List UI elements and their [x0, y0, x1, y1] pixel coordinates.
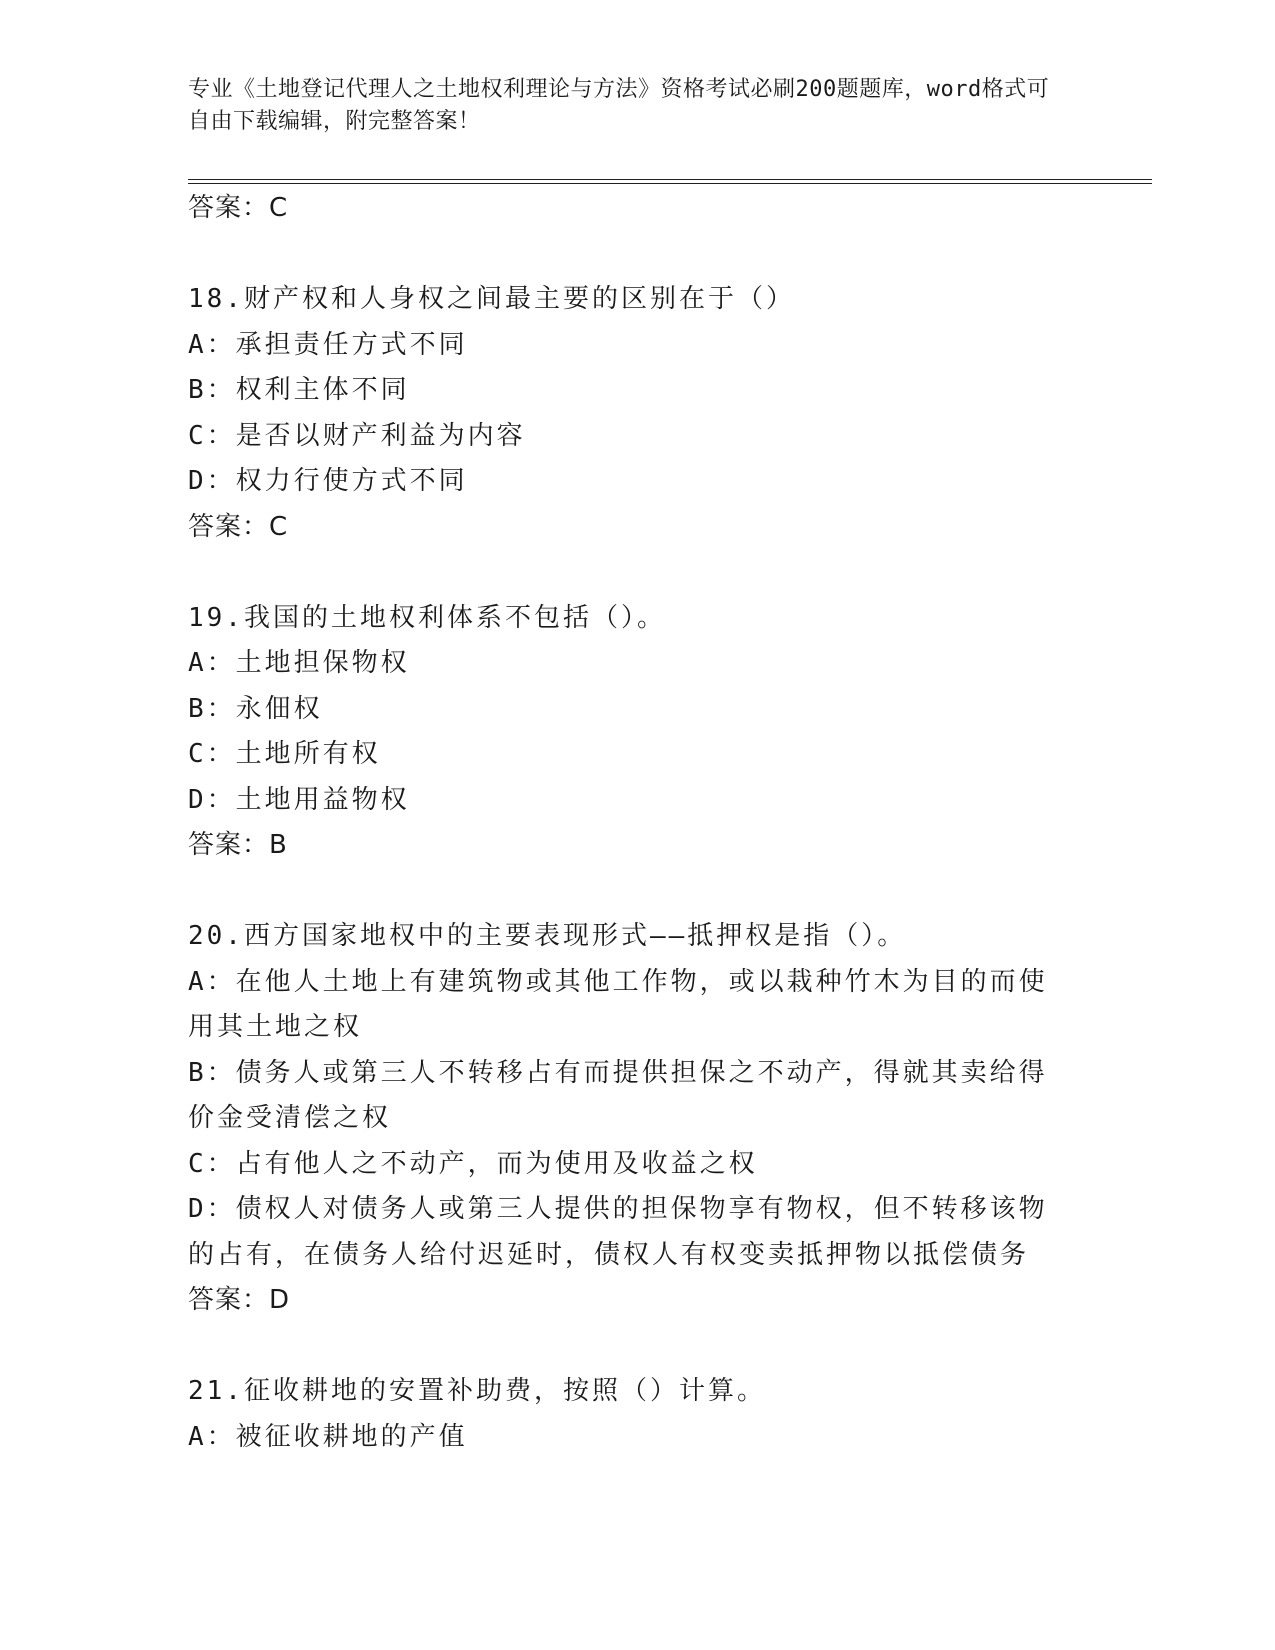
- document-body: [188, 186, 1068, 1460]
- spacer: [188, 550, 1068, 596]
- question-21: [188, 1369, 1068, 1460]
- option-b: B：权利主体不同: [188, 375, 410, 405]
- question-20: [188, 914, 1068, 1324]
- question-stem: 21.征收耕地的安置补助费，按照（）计算。: [188, 1376, 766, 1406]
- option-a: A：被征收耕地的产值: [188, 1421, 468, 1452]
- question-stem: 18.财产权和人身权之间最主要的区别在于（）: [188, 284, 795, 314]
- option-a: A：在他人土地上有建筑物或其他工作物，或以栽种竹木为目的而使用其土地之权: [188, 966, 1048, 1042]
- option-c: C：占有他人之不动产，而为使用及收益之权: [188, 1148, 758, 1179]
- answer: 答案：B: [188, 830, 288, 860]
- option-a: A：承担责任方式不同: [188, 329, 468, 360]
- header-title: 专业《土地登记代理人之土地权利理论与方法》资格考试必刷200题题库，word格式可自由下载编辑，附完整答案！: [188, 77, 1050, 134]
- header-divider: [188, 179, 1152, 184]
- option-b: B：债务人或第三人不转移占有而提供担保之不动产，得就其卖给得价金受清偿之权: [188, 1057, 1048, 1133]
- answer: 答案：D: [188, 1285, 291, 1315]
- option-d: D：土地用益物权: [188, 784, 410, 815]
- question-stem: 19.我国的土地权利体系不包括（）。: [188, 602, 666, 633]
- option-d: D：权力行使方式不同: [188, 466, 468, 496]
- question-stem: 20.西方国家地权中的主要表现形式——抵押权是指（）。: [188, 921, 907, 951]
- spacer: [188, 232, 1068, 278]
- option-a: A：土地担保物权: [188, 648, 410, 678]
- answer: 答案：C: [188, 511, 289, 542]
- option-c: C：是否以财产利益为内容: [188, 420, 526, 451]
- spacer: [188, 869, 1068, 915]
- option-c: C：土地所有权: [188, 739, 381, 769]
- question-18: [188, 277, 1068, 550]
- document-header: [188, 74, 1068, 138]
- spacer: [188, 1324, 1068, 1370]
- option-b: B：永佃权: [188, 693, 323, 724]
- option-d: D：债权人对债务人或第三人提供的担保物享有物权，但不转移该物的占有，在债务人给付迟延时，债权人有权变卖抵押物以抵偿债务: [188, 1194, 1048, 1270]
- question-19: [188, 596, 1068, 869]
- previous-answer: 答案：C: [188, 193, 289, 223]
